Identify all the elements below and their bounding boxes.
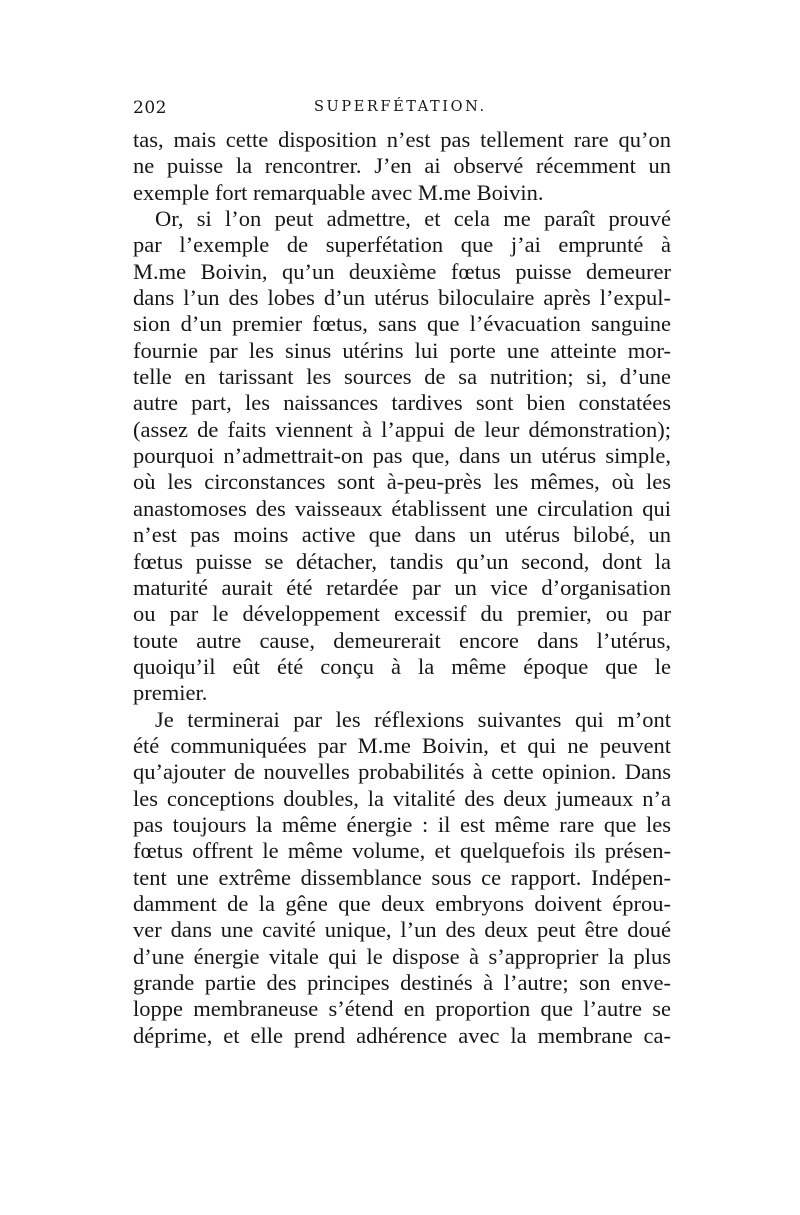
text-line: quoiqu’il eût été conçu à la même époque que le	[133, 653, 671, 679]
text-line: exemple fort remarquable avec M.me Boivin.	[133, 179, 544, 205]
text-line: tas, mais cette disposition n’est pas tellement rare qu’on	[133, 127, 671, 152]
text-line: grande partie des principes destinés à l’autre; son enve-	[133, 970, 671, 995]
text-line: ver dans une cavité unique, l’un des deux peut être doué	[133, 917, 671, 943]
running-head	[133, 98, 673, 120]
text-line: fœtus puisse se détacher, tandis qu’un second, dont la	[133, 548, 671, 574]
text-line: Or, si l’on peut admettre, et cela me paraît prouvé	[155, 206, 671, 232]
text-line: ou par le développement excessif du premier, ou par	[133, 601, 671, 627]
text-line: ne puisse la rencontrer. J’en ai observé récemment un	[133, 153, 671, 179]
text-line: les conceptions doubles, la vitalité des deux jumeaux n’a	[133, 785, 671, 811]
text-line: pas toujours la même énergie : il est même rare que les	[133, 811, 671, 837]
text-line: dans l’un des lobes d’un utérus biloculaire après l’expul-	[133, 285, 671, 311]
text-line: telle en tarissant les sources de sa nutrition; si, d’une	[133, 364, 671, 390]
text-line: anastomoses des vaisseaux établissent une circulation qui	[133, 495, 671, 521]
text-line: été communiquées par M.me Boivin, et qui ne peuvent	[133, 732, 671, 758]
text-line: n’est pas moins active que dans un utérus bilobé, un	[133, 522, 671, 548]
text-line: Je terminerai par les réflexions suivantes qui m’ont	[155, 706, 671, 732]
text-line: d’une énergie vitale qui le dispose à s’approprier la plus	[133, 943, 671, 969]
text-line: fœtus offrent le même volume, et quelquefois ils présen-	[133, 838, 671, 864]
text-line: tent une extrême dissemblance sous ce rapport. Indépen-	[133, 864, 671, 890]
text-line: déprime, et elle prend adhérence avec la membrane ca-	[133, 1022, 671, 1048]
text-line: toute autre cause, demeurerait encore dans l’utérus,	[133, 627, 671, 653]
text-line: autre part, les naissances tardives sont bien constatées	[133, 390, 671, 416]
text-line: qu’ajouter de nouvelles probabilités à cette opinion. Dans	[133, 759, 671, 785]
page-number: 202	[133, 98, 167, 118]
text-line: pourquoi n’admettrait-on pas que, dans un utérus simple,	[133, 443, 671, 469]
text-line: maturité aurait été retardée par un vice d’organisation	[133, 574, 671, 600]
text-line: où les circonstances sont à-peu-près les mêmes, où les	[133, 469, 671, 495]
text-line: loppe membraneuse s’étend en proportion que l’autre se	[133, 996, 671, 1022]
text-line: fournie par les sinus utérins lui porte une atteinte mor-	[133, 337, 671, 363]
running-title: SUPERFÉTATION.	[314, 99, 487, 115]
body-text	[133, 127, 671, 1049]
text-line: sion d’un premier fœtus, sans que l’évacuation sanguine	[133, 311, 671, 337]
text-line: premier.	[133, 680, 208, 706]
text-line: M.me Boivin, qu’un deuxième fœtus puisse demeurer	[133, 258, 671, 284]
text-line: par l’exemple de superfétation que j’ai emprunté à	[133, 232, 671, 258]
text-line: damment de la gêne que deux embryons doivent éprou-	[133, 890, 671, 916]
text-line: (assez de faits viennent à l’appui de leur démonstration);	[133, 416, 671, 442]
